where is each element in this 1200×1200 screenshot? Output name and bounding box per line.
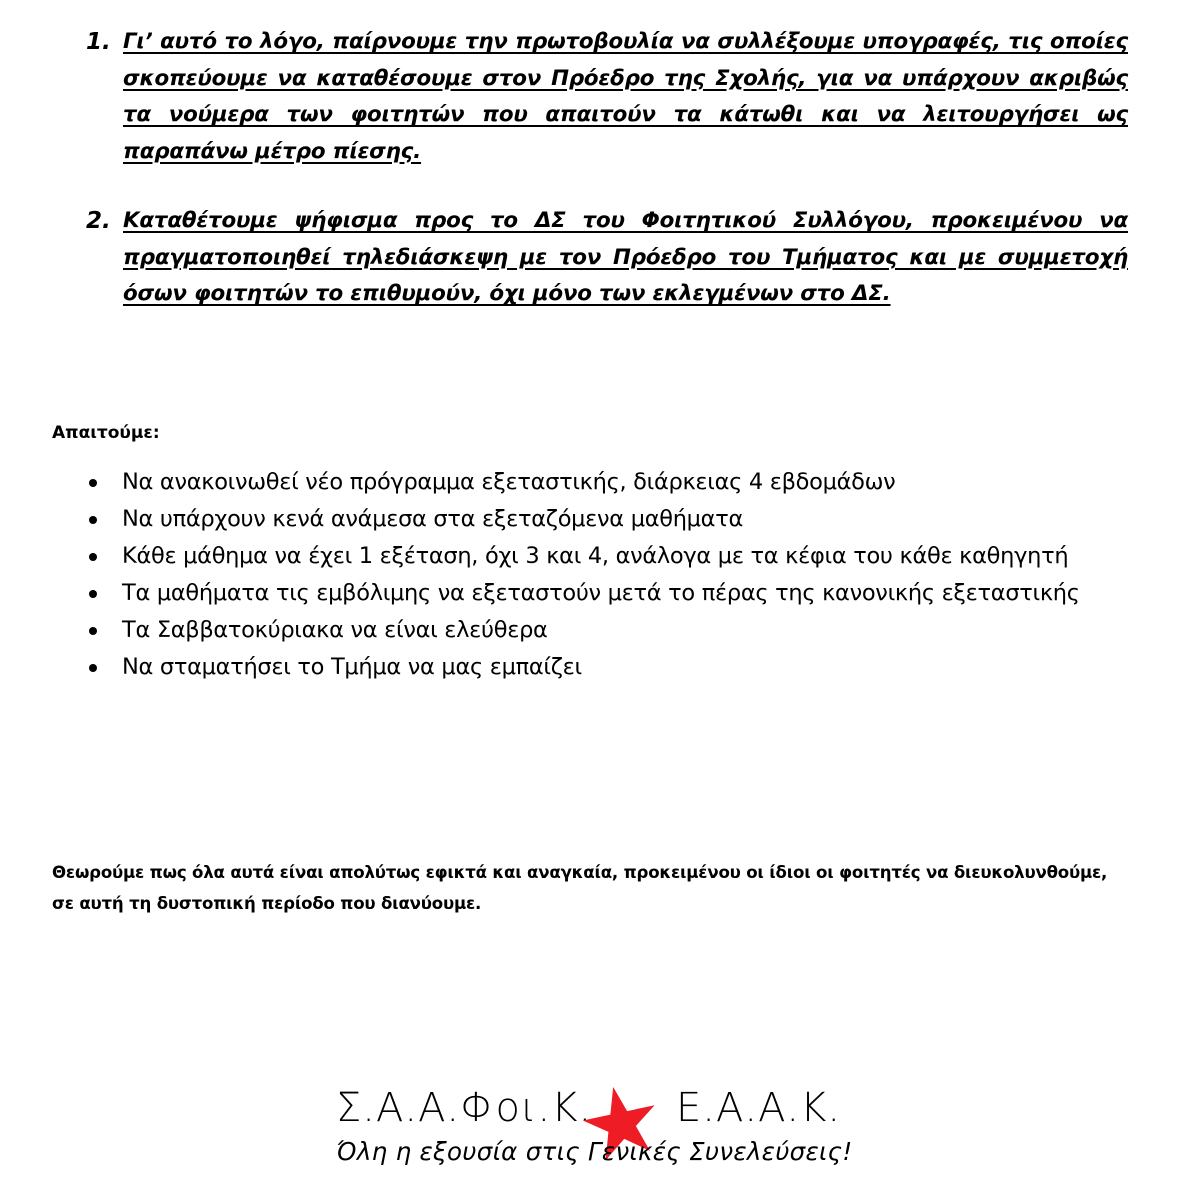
item-number: 2. <box>86 208 111 234</box>
demands-list <box>52 464 1128 686</box>
list-item <box>52 501 1128 538</box>
list-item <box>52 538 1128 575</box>
logo-left-org: Σ.Α.Α.Φοι.Κ. <box>336 1085 593 1131</box>
list-item-text: Να σταματήσει το Τμήμα να μας εμπαίζει <box>122 654 582 680</box>
item-text: Γι’ αυτό το λόγο, παίρνουμε την πρωτοβουλία να συλλέξουμε υπογραφές, τις οποίες σκοπεύουμε να καταθέσουμε στον Πρόεδρο της Σχολής, για να υπάρχουν ακριβώς τα νούμερα των φοιτητών που απαιτούν τα κάτωθι και να λειτουργήσει ως παραπάνω μέτρο πίεσης. <box>123 29 1128 164</box>
list-item-text: Κάθε μάθημα να έχει 1 εξέταση, όχι 3 και 4, ανάλογα με τα κέφια του κάθε καθηγητή <box>122 543 1069 569</box>
item-number: 1. <box>86 29 111 55</box>
numbered-item-1 <box>86 24 1128 170</box>
bullet-icon <box>89 479 97 487</box>
demands-heading: Απαιτούμε: <box>52 423 160 443</box>
list-item <box>52 649 1128 686</box>
bullet-icon <box>89 553 97 561</box>
list-item-text: Να ανακοινωθεί νέο πρόγραμμα εξεταστικής, διάρκειας 4 εβδομάδων <box>122 469 896 495</box>
list-item <box>52 612 1128 649</box>
logo-right-org: Ε.Α.Α.Κ. <box>676 1085 842 1131</box>
list-item-text: Τα Σαββατοκύριακα να είναι ελεύθερα <box>122 617 548 643</box>
list-item-text: Τα μαθήματα τις εμβόλιμης να εξεταστούν μετά το πέρας της κανονικής εξεταστικής <box>122 580 1080 606</box>
list-item <box>52 464 1128 501</box>
closing-paragraph: Θεωρούμε πως όλα αυτά είναι απολύτως εφικτά και αναγκαία, προκειμένου οι ίδιοι οι φοιτητές να διευκολυνθούμε, σε αυτή τη δυστοπική περίοδο που διανύουμε. <box>52 863 1108 913</box>
bullet-icon <box>89 590 97 598</box>
item-text: Καταθέτουμε ψήφισμα προς το ΔΣ του Φοιτητικού Συλλόγου, προκειμένου να πραγματοποιηθεί τηλεδιάσκεψη με τον Πρόεδρο του Τμήματος και με συμμετοχή όσων φοιτητών το επιθυμούν, όχι μόνο των εκλεγμένων στο ΔΣ. <box>123 208 1128 306</box>
logo-slogan: Όλη η εξουσία στις Γενικές Συνελεύσεις! <box>336 1137 853 1166</box>
bullet-icon <box>89 627 97 635</box>
numbered-item-2 <box>86 203 1128 313</box>
list-item <box>52 575 1128 612</box>
organization-logo <box>336 1063 876 1183</box>
bullet-icon <box>89 516 97 524</box>
list-item-text: Να υπάρχουν κενά ανάμεσα στα εξεταζόμενα μαθήματα <box>122 506 743 532</box>
bullet-icon <box>89 664 97 672</box>
